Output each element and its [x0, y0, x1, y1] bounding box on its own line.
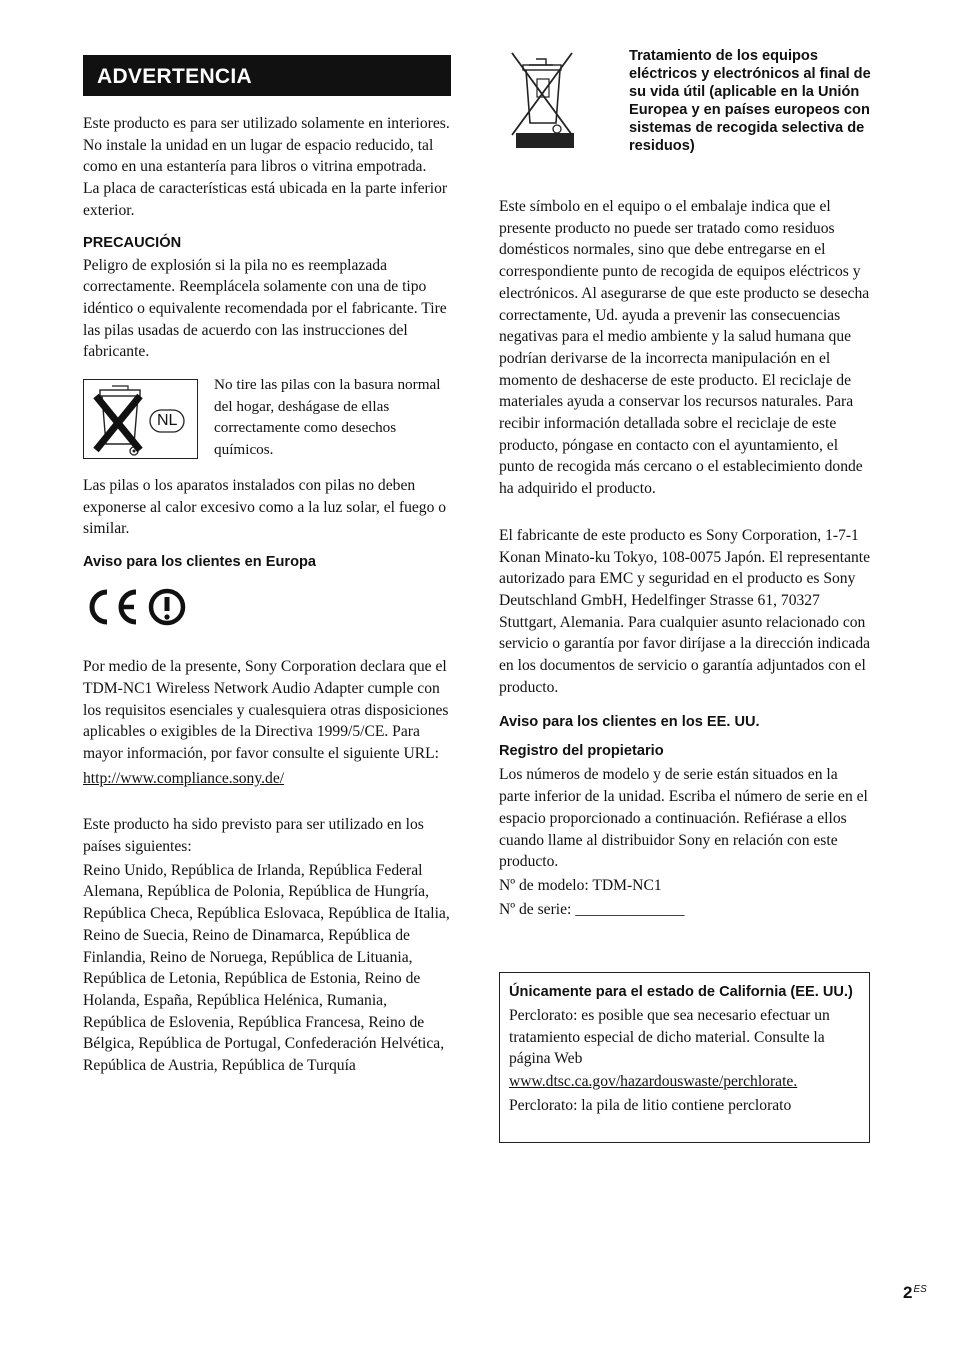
precaucion-text: Peligro de explosión si la pila no es reemplazada correctamente. Reemplácela solamente con una de tipo idéntico o equivalente recomendada por el fabricante. Tire las pilas usadas de acuerdo con las instrucciones del fabricante. [83, 256, 447, 361]
page-language-suffix: ES [913, 1284, 927, 1295]
ce-mark [83, 585, 453, 639]
right-column [499, 45, 871, 920]
section-title: ADVERTENCIA [83, 55, 451, 96]
ce-mark-icon [83, 585, 193, 631]
perchlorate-link[interactable]: www.dtsc.ca.gov/hazardouswaste/perchlorate. [509, 1073, 798, 1091]
compliance-link[interactable]: http://www.compliance.sony.de/ [83, 769, 285, 787]
intro-paragraph: No instale la unidad en un lugar de espacio reducido, tal como en una estantería para libros o vitrina empotrada. [83, 136, 434, 176]
california-notice [499, 972, 870, 1143]
california-footer: Perclorato: la pila de litio contiene perclorato [509, 1096, 792, 1114]
usa-heading: Aviso para los clientes en los EE. UU. [499, 714, 760, 731]
precaucion-heading: PRECAUCIÓN [83, 234, 182, 251]
europa-heading: Aviso para los clientes en Europa [83, 554, 317, 571]
owner-heading: Registro del propietario [499, 743, 664, 760]
intro-block [83, 113, 453, 222]
weee-text: Este símbolo en el equipo o el embalaje indica que el presente producto no puede ser tratado como residuos domésticos normales, sino que debe entregarse en el correspondiente punto de recogida de equipos eléctricos y electrónicos. Al asegurarse de que este producto se desecha correctamente, Ud. ayuda a prevenir las consecuencias negativas para el medio ambiente y la salud humana que podrían derivarse de la incorrecta manipulación en el momento de deshacerse de este producto. El reciclaje de materiales ayuda a conservar los recursos naturales. Para recibir información detallada sobre el reciclaje de este producto, póngase en contacto con el ayuntamiento, el punto de recogida más cercano o el establecimiento donde ha adquirido el producto. [499, 198, 870, 498]
battery-disposal-icon [83, 379, 198, 459]
battery-text: No tire las pilas con la basura normal del hogar, deshágase de ellas correctamente como desechos químicos. [214, 376, 441, 459]
declaration: Por medio de la presente, Sony Corporation declara que el TDM-NC1 Wireless Network Audio Adapter cumple con los requisitos esenciales y cualesquiera otras disposiciones aplicables o exigibles de la Directiva 1999/5/CE. Para mayor información, por favor consulte el siguiente URL: [83, 658, 449, 762]
serial-line: Nº de serie: ______________ [499, 900, 685, 918]
heat-warning: Las pilas o los aparatos instalados con pilas no deben exponerse al calor excesivo como a la luz solar, el fuego o similar. [83, 477, 447, 538]
weee-bar [516, 133, 574, 148]
intro-paragraph: Este producto es para ser utilizado solamente en interiores. [83, 115, 450, 132]
intro-paragraph: La placa de características está ubicada en la parte inferior exterior. [83, 180, 448, 219]
page-number-value: 2 [903, 1283, 913, 1302]
battery-icon-label: NL [157, 412, 178, 430]
manufacturer-text: El fabricante de este producto es Sony Corporation, 1-7-1 Konan Minato-ku Tokyo, 108-0075 Japón. El representante autorizado para EMC y seguridad en el producto es Sony Deutschland GmbH, Hedelfinger Strasse 61, 70327 Stuttgart, Alemania. Para cualquier asunto relacionado con servicio o garantía por favor diríjase a la dirección indicada en los documentos de servicio o garantía adjuntados con el producto. [499, 526, 871, 696]
crossed-bin-icon [84, 380, 197, 458]
countries-list: Reino Unido, República de Irlanda, República Federal Alemana, República de Polonia, República de Hungría, República Checa, República Eslovaca, República de Italia, Reino de Suecia, Reino de Dinamarca, República de Finlandia, Reino de Noruega, República de Lituania, República de Letonia, República de Estonia, Reino de Holanda, España, República Helénica, Rumania, República de Eslovenia, República Francesa, Reino de Bélgica, República de Portugal, Confederación Helvética, República de Austria, República de Turquía [83, 861, 450, 1075]
weee-heading: Tratamiento de los equipos eléctricos y electrónicos al final de su vida útil (aplicable en la Unión Europea y en países europeos con sistemas de recogida selectiva de residuos) [629, 48, 871, 155]
california-heading: Únicamente para el estado de California (EE. UU.) [509, 984, 853, 1000]
model-line: Nº de modelo: TDM-NC1 [499, 876, 662, 894]
left-column [83, 55, 453, 1077]
battery-notice [83, 374, 453, 462]
weee-header [499, 45, 871, 195]
countries-intro: Este producto ha sido previsto para ser utilizado en los países siguientes: [83, 816, 424, 856]
california-text: Perclorato: es posible que sea necesario efectuar un tratamiento especial de dicho material. Consulte la página Web [509, 1007, 830, 1068]
owner-text: Los números de modelo y de serie están situados en la parte inferior de la unidad. Escriba el número de serie en el espacio proporcionado a continuación. Refiérase a ellos cuando llame al distribuidor Sony en relación con este producto. [499, 766, 868, 871]
page-number [903, 1283, 927, 1303]
